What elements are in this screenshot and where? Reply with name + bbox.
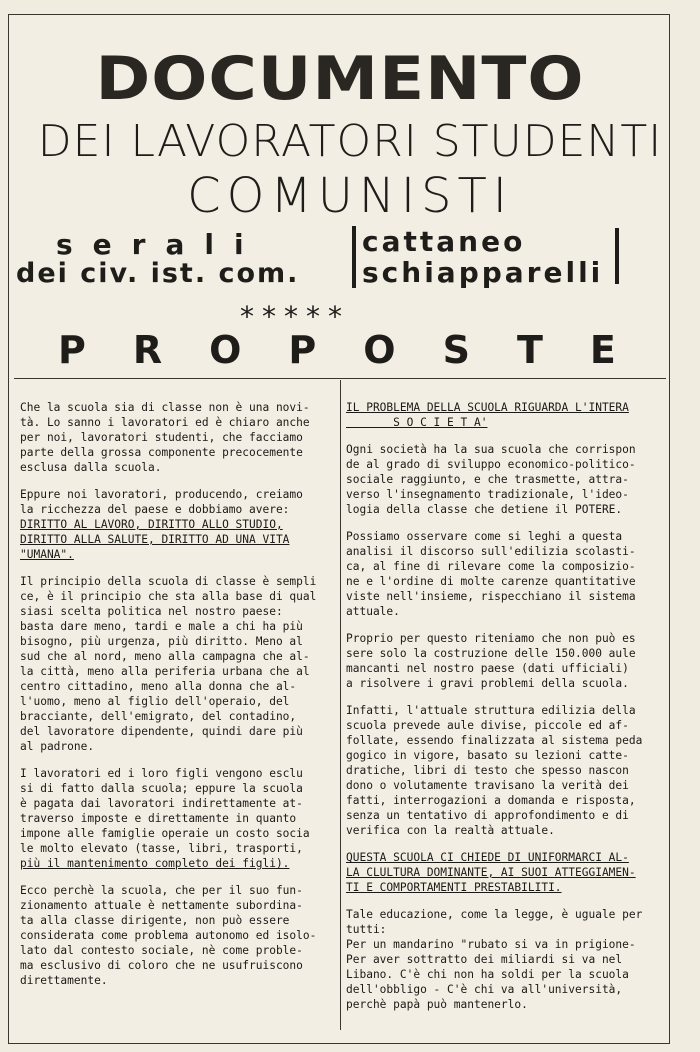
school-names xyxy=(352,226,603,288)
left-paragraph-2 xyxy=(20,487,336,562)
text-line: direttamente. xyxy=(20,974,108,987)
text-line: Infatti, l'attuale struttura edilizia della xyxy=(346,704,636,717)
text-line: dell'obbligo - C'è chi va all'università, xyxy=(346,983,623,996)
text-line: Libano. C'è chi non ha soldi per la scuola xyxy=(346,968,629,981)
text-line: l'uomo, meno al figlio dell'operaio, del xyxy=(20,695,290,708)
text-line: dono o volutamente travisano la verità dei xyxy=(346,779,629,792)
text-line: de al grado di sviluppo economico-politico- xyxy=(346,458,636,471)
text-line: perchè papà può mantenerlo. xyxy=(346,998,528,1011)
text-line: follate, essendo finalizzata al sistema peda xyxy=(346,734,643,747)
text-line: gogico in vigore, basato su lezioni catte- xyxy=(346,749,629,762)
right-paragraph-5 xyxy=(346,907,670,1012)
text-line: sociale raggiunto, e che trasmette, attra- xyxy=(346,473,629,486)
text-line: fatti, interrogazioni a domanda e risposta, xyxy=(346,794,636,807)
text-line: centro cittadino, meno alla donna che al- xyxy=(20,680,297,693)
left-column xyxy=(20,400,336,1000)
text-line: Possiamo osservare come si leghi a questa xyxy=(346,530,623,543)
text-line: Per un mandarino "rubato si va in prigione- xyxy=(346,938,636,951)
text-line: ma esclusivo di coloro che ne usufruiscono xyxy=(20,959,303,972)
text-line: bisogno, più urgenza, più diritto. Meno al xyxy=(20,635,303,648)
text-line: analisi il discorso sull'edilizia scolasti- xyxy=(346,545,636,558)
text-line: considerata come problema autonomo ed isolo- xyxy=(20,929,317,942)
text-line: esclusa dalla scuola. xyxy=(20,461,162,474)
text-line: ne e l'ordine di molte carenze quantitative xyxy=(346,575,636,588)
text-line: DIRITTO ALLA SALUTE, DIRITTO AD UNA VITA xyxy=(20,533,290,546)
text-line: sud che al nord, meno alla campagna che al- xyxy=(20,650,310,663)
text-line: I lavoratori ed i loro figli vengono esclu xyxy=(20,767,303,780)
text-line: logia della classe che detiene il POTERE. xyxy=(346,503,623,516)
text-line: basta dare meno, tardi e male a chi ha più xyxy=(20,620,303,633)
text-line: ca, al fine di rilevare come la composizio- xyxy=(346,560,636,573)
text-line: QUESTA SCUOLA CI CHIEDE DI UNIFORMARCI AL- xyxy=(346,851,629,864)
right-paragraph-2 xyxy=(346,529,670,619)
text-line: Ecco perchè la scuola, che per il suo fun- xyxy=(20,884,303,897)
text-line: ta alla classe dirigente, non può essere xyxy=(20,914,290,927)
text-line: per noi, lavoratori studenti, che facciamo xyxy=(20,431,303,444)
text-line: più il mantenimento completo dei figli). xyxy=(20,857,290,870)
column-divider xyxy=(340,380,341,1030)
text-line: si di fatto dalla scuola; eppure la scuola xyxy=(20,782,303,795)
text-line: DIRITTO AL LAVORO, DIRITTO ALLO STUDIO, xyxy=(20,518,283,531)
right-paragraph-3 xyxy=(346,631,670,691)
text-line: le molto elevato (tasse, libri, trasporti, xyxy=(20,842,303,855)
text-line: senza un tentativo di approfondimento e di xyxy=(346,809,629,822)
text-line: parte della grossa componente precocemente xyxy=(20,446,303,459)
subtitle-line-1: DEI LAVORATORI STUDENTI xyxy=(37,116,663,167)
text-line: TI E COMPORTAMENTI PRESTABILITI. xyxy=(346,881,562,894)
text-line: la città, meno alla periferia urbana che al xyxy=(20,665,310,678)
subtitle-line-2: COMUNISTI xyxy=(187,168,513,224)
text-line: IL PROBLEMA DELLA SCUOLA RIGUARDA L'INTERA xyxy=(346,401,629,414)
text-line: LA CLULTURA DOMINANTE, AI SUOI ATTEGGIAMEN- xyxy=(346,866,636,879)
text-line: dratiche, libri di testo che spesso nascon xyxy=(346,764,629,777)
text-line: S O C I E T A' xyxy=(346,416,488,429)
text-line: verifica con la realtà attuale. xyxy=(346,824,555,837)
text-line: a risolvere i gravi problemi della scuola. xyxy=(346,677,629,690)
right-paragraph-4 xyxy=(346,703,670,838)
left-paragraph-5 xyxy=(20,883,336,988)
text-line: ce, è il principio che sta alla base di qual xyxy=(20,590,317,603)
text-line: Tale educazione, come la legge, è uguale per xyxy=(346,908,643,921)
text-line: Il principio della scuola di classe è sempli xyxy=(20,575,317,588)
text-line: del lavoratore dipendente, quindi dare più xyxy=(20,725,303,738)
text-line: tà. Lo sanno i lavoratori ed è chiaro anche xyxy=(20,416,310,429)
right-column xyxy=(346,400,670,1024)
left-paragraph-3 xyxy=(20,574,336,754)
text-line: traverso imposte e direttamente in quanto xyxy=(20,812,297,825)
text-line: Che la scuola sia di classe non è una novi- xyxy=(20,401,310,414)
serali-label: serali xyxy=(56,228,264,261)
text-line: tutti: xyxy=(346,923,387,936)
text-line: Per aver sottratto dei miliardi si va nel xyxy=(346,953,623,966)
text-line: Eppure noi lavoratori, producendo, creiamo xyxy=(20,488,303,501)
school-cattaneo: cattaneo xyxy=(362,225,526,258)
text-line: mancanti nel nostro paese (dati ufficiali) xyxy=(346,662,629,675)
text-line: attuale. xyxy=(346,605,400,618)
text-line: siasi scelta politica nel nostro paese: xyxy=(20,605,283,618)
text-line: sere solo la costruzione delle 150.000 aule xyxy=(346,647,636,660)
text-line: bracciante, dell'emigrato, del contadino, xyxy=(20,710,297,723)
right-paragraph-1 xyxy=(346,442,670,517)
stars-separator: ***** xyxy=(240,300,350,333)
text-line: impone alle famiglie operaie un costo socia xyxy=(20,827,310,840)
text-line: Proprio per questo riteniamo che non può es xyxy=(346,632,636,645)
text-line: Ogni società ha la sua scuola che corrispon xyxy=(346,443,636,456)
left-paragraph-1 xyxy=(20,400,336,475)
text-line: viste nell'insieme, rispecchiano il sistema xyxy=(346,590,636,603)
text-line: la ricchezza del paese e dobbiamo avere: xyxy=(20,503,290,516)
text-line: scuola prevede aule divise, piccole ed af- xyxy=(346,719,629,732)
right-heading-1 xyxy=(346,400,670,430)
right-heading-2 xyxy=(346,850,670,895)
left-paragraph-4 xyxy=(20,766,336,871)
proposte-heading: PROPOSTE xyxy=(58,328,663,372)
school-bracket xyxy=(615,228,619,284)
text-line: lato dal contesto sociale, nè come proble- xyxy=(20,944,303,957)
text-line: al padrone. xyxy=(20,740,95,753)
dei-civ-label: dei civ. ist. com. xyxy=(16,258,300,289)
text-line: "UMANA". xyxy=(20,548,74,561)
text-line: zionamento attuale è nettamente subordina- xyxy=(20,899,303,912)
school-schiapparelli: schiapparelli xyxy=(362,256,604,289)
document-title: DOCUMENTO xyxy=(95,43,585,114)
text-line: verso l'insegnamento tradizionale, l'ideo- xyxy=(346,488,629,501)
text-line: è pagata dai lavoratori indirettamente at- xyxy=(20,797,303,810)
